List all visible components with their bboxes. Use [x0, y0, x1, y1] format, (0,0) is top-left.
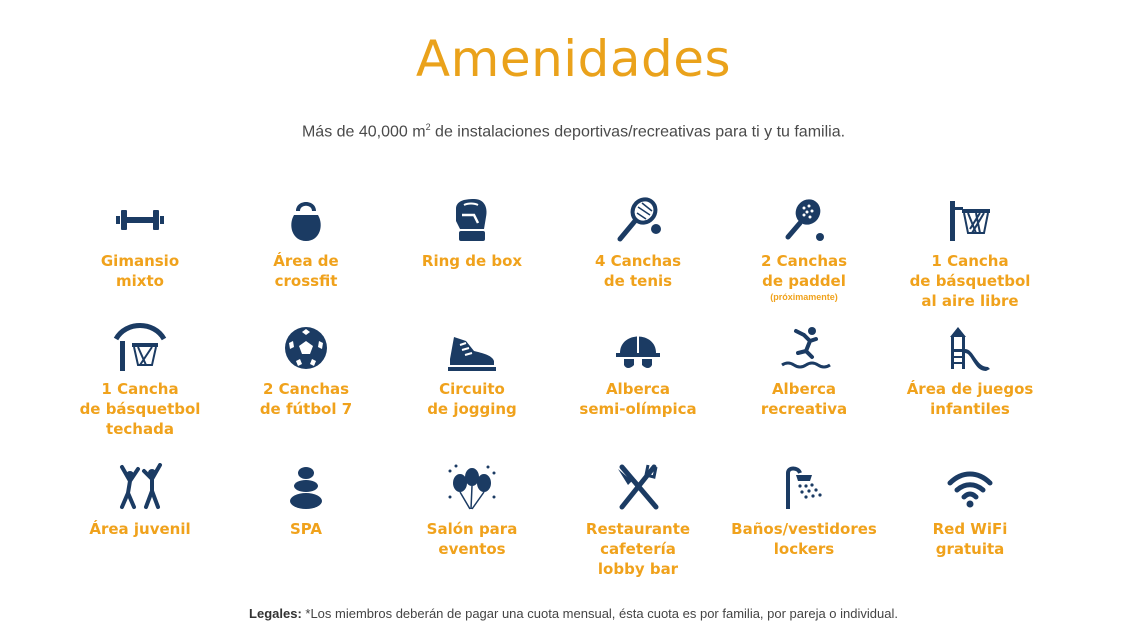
youth-icon [112, 463, 168, 513]
running-shoe-icon [444, 323, 500, 373]
amenity-paddel: 2 Canchas de paddel (próximamente) [714, 195, 894, 302]
basketball-hoop-icon [942, 195, 998, 245]
dumbbell-icon [112, 195, 168, 245]
amenity-restaurante: Restaurante cafetería lobby bar [548, 463, 728, 579]
amenity-basquetbol-aire-libre: 1 Cancha de básquetbol al aire libre [880, 195, 1060, 311]
shower-icon [776, 463, 832, 513]
balloons-icon [444, 463, 500, 513]
amenity-tenis: 4 Canchas de tenis [548, 195, 728, 291]
amenity-juegos-infantiles: Área de juegos infantiles [880, 323, 1060, 419]
soccer-ball-icon [278, 323, 334, 373]
paddle-racket-icon [776, 195, 832, 245]
amenity-jogging: Circuito de jogging [382, 323, 562, 419]
spa-stones-icon [278, 463, 334, 513]
amenity-gimnasio: Gimansio mixto [50, 195, 230, 291]
amenity-juvenil: Área juvenil [50, 463, 230, 539]
amenity-ring-box: Ring de box [382, 195, 562, 271]
amenity-basquetbol-techada: 1 Cancha de básquetbol techada [50, 323, 230, 439]
page-title: Amenidades [415, 30, 732, 88]
amenity-spa: SPA [216, 463, 396, 539]
amenity-crossfit: Área de crossfit [216, 195, 396, 291]
swim-goggles-icon [610, 323, 666, 373]
boxing-glove-icon [444, 195, 500, 245]
kettlebell-icon [278, 195, 334, 245]
playground-icon [942, 323, 998, 373]
amenity-wifi: Red WiFi gratuita [880, 463, 1060, 559]
wifi-icon [942, 463, 998, 513]
swimmer-icon [776, 323, 832, 373]
amenity-banos-vestidores: Baños/vestidores lockers [714, 463, 894, 559]
fork-knife-icon [610, 463, 666, 513]
amenity-alberca-recreativa: Alberca recreativa [714, 323, 894, 419]
amenity-salon-eventos: Salón para eventos [382, 463, 562, 559]
page-subtitle: Más de 40,000 $m^2$ de instalaciones deportivas/recreativas para ti y tu familia. [301, 122, 846, 141]
legal-notice: Legales: *Los miembros deberán de pagar una cuota mensual, ésta cuota es por familia, por pareja o individual. [249, 606, 898, 621]
amenity-futbol-7: 2 Canchas de fútbol 7 [216, 323, 396, 419]
amenities-grid [50, 195, 1130, 585]
covered-basketball-icon [105, 323, 175, 373]
tennis-racket-icon [610, 195, 666, 245]
amenity-alberca-semiolimpica: Alberca semi-olímpica [548, 323, 728, 419]
